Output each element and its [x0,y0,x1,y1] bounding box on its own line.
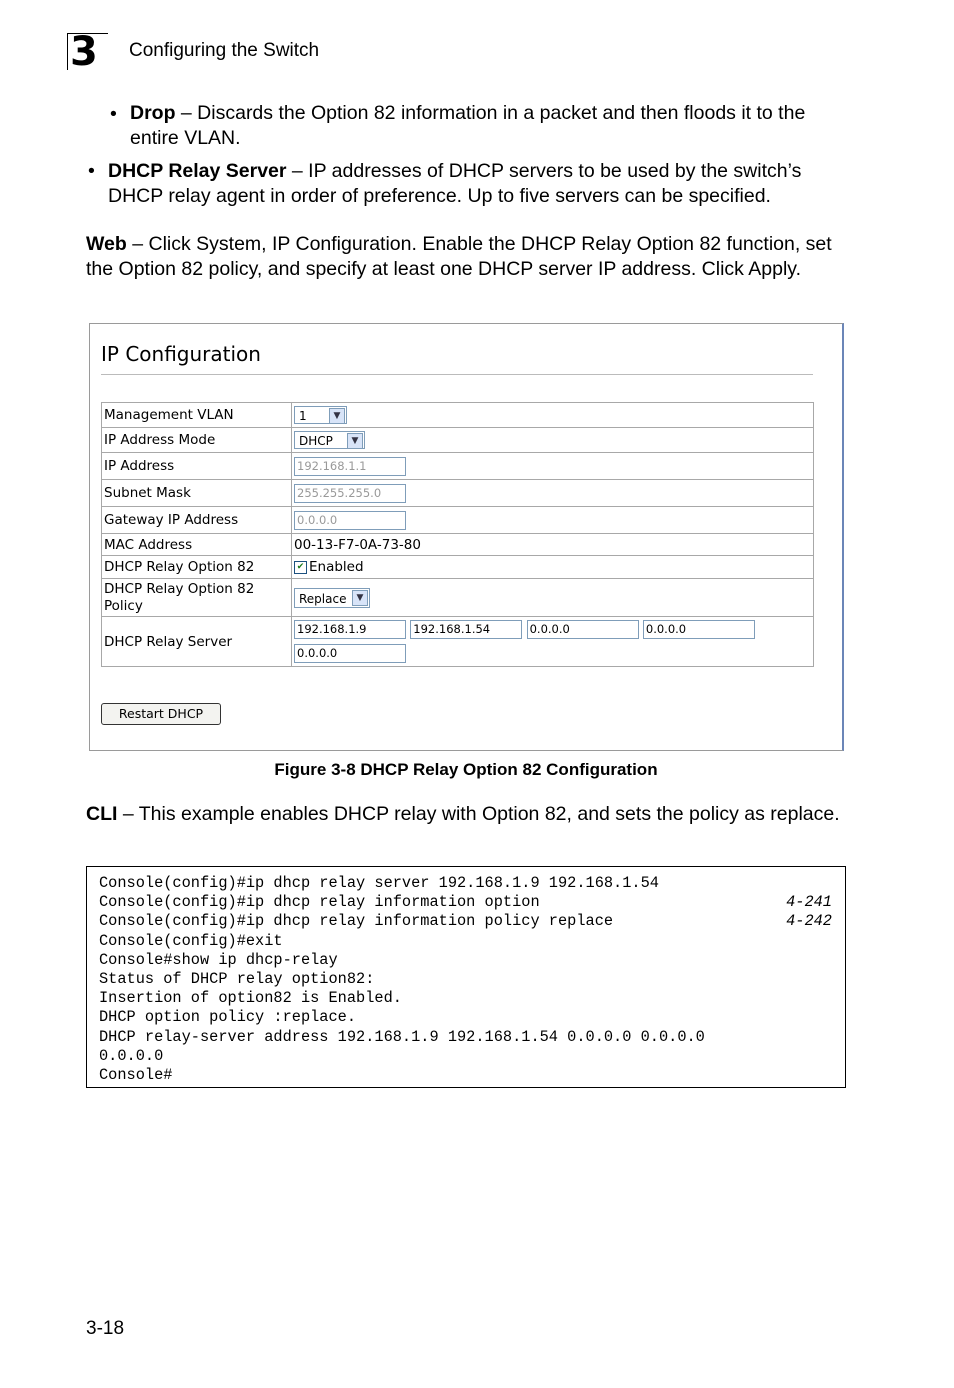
web-paragraph [86,232,846,282]
relay-term: DHCP Relay Server [108,160,287,182]
gateway-label: Gateway IP Address [102,507,292,534]
option82-policy-label [102,579,292,617]
drop-bullet-text [130,101,850,151]
cli-term: CLI [86,803,118,825]
chapter-number-box [67,29,108,75]
ip-address-mode-value: DHCP [299,434,333,448]
relay-server-label: DHCP Relay Server [102,617,292,667]
gateway-input[interactable]: 0.0.0.0 [294,511,406,530]
cli-line: Console(config)#ip dhcp relay information policy replace [99,912,614,931]
row-option82-policy [102,579,814,617]
command-page-ref: 4-242 [786,912,832,930]
relay-desc: – IP addresses of DHCP servers to be used by the switch’s DHCP relay agent in order of preference. Up to five servers can be specified. [108,160,802,207]
bullet-dot: • [110,103,117,125]
cli-line: DHCP relay-server address 192.168.1.9 192.168.1.54 0.0.0.0 0.0.0.0 [99,1027,705,1046]
drop-term: Drop [130,102,176,124]
row-relay-server [102,617,814,667]
option82-policy-value: Replace [299,591,347,606]
relay-server-input-2[interactable]: 192.168.1.54 [410,620,522,639]
title-divider [101,374,813,375]
management-vlan-label: Management VLAN [102,403,292,428]
row-mac-address [102,534,814,556]
option82-checkbox-label: Enabled [309,559,364,575]
web-term: Web [86,233,127,255]
cli-code-box [86,866,846,1088]
option82-policy-label-line1: DHCP Relay Option 82 [104,580,255,597]
ip-config-table [101,402,814,667]
cli-line: Console(config)#exit [99,931,283,950]
management-vlan-value: 1 [299,409,307,423]
cli-line: DHCP option policy :replace. [99,1008,357,1027]
relay-server-input-3[interactable]: 0.0.0.0 [527,620,639,639]
cli-line: Console(config)#ip dhcp relay information option [99,893,540,912]
cli-line: Console(config)#ip dhcp relay server 192.168.1.9 192.168.1.54 [99,874,659,892]
row-gateway [102,507,814,534]
bullet-dot: • [88,160,95,182]
option82-policy-label-line2: Policy [104,597,143,614]
mac-address-value: 00-13-F7-0A-73-80 [292,534,814,556]
subnet-mask-label: Subnet Mask [102,480,292,507]
cli-line: Console#show ip dhcp-relay [99,950,338,969]
row-management-vlan [102,403,814,428]
row-ip-address-mode [102,428,814,453]
relay-server-input-1[interactable]: 192.168.1.9 [294,620,406,639]
mac-address-label: MAC Address [102,534,292,556]
chevron-down-icon: ▼ [347,433,363,449]
cli-line: Console# [99,1066,173,1085]
restart-dhcp-button[interactable]: Restart DHCP [101,703,221,725]
row-ip-address [102,453,814,480]
ip-address-label: IP Address [102,453,292,480]
management-vlan-select[interactable] [294,406,347,424]
ip-address-mode-label: IP Address Mode [102,428,292,453]
screen-title: IP Configuration [101,342,261,366]
cli-line: 0.0.0.0 [99,1046,164,1065]
drop-desc: – Discards the Option 82 information in a packet and then floods it to the entire VLAN. [130,102,806,149]
subnet-mask-input[interactable]: 255.255.255.0 [294,484,406,503]
chapter-number: 3 [70,29,98,75]
chevron-down-icon: ▼ [352,590,368,606]
web-desc: – Click System, IP Configuration. Enable the DHCP Relay Option 82 function, set the Option 82 policy, and specify at least one DHCP server IP address. Click Apply. [86,233,832,280]
running-header: Configuring the Switch [129,40,320,61]
cli-code [99,874,705,1085]
relay-server-input-4[interactable]: 0.0.0.0 [643,620,755,639]
relay-bullet-text [108,159,850,209]
row-option82 [102,556,814,579]
cli-paragraph [86,802,846,827]
ip-configuration-screenshot [89,323,844,751]
ip-address-mode-select[interactable] [294,431,365,449]
option82-policy-select[interactable] [294,588,370,608]
row-subnet-mask [102,480,814,507]
ip-address-input[interactable]: 192.168.1.1 [294,457,406,476]
cli-line: Insertion of option82 is Enabled. [99,989,402,1008]
option82-checkbox[interactable]: ✔ [294,561,307,574]
relay-server-input-5[interactable]: 0.0.0.0 [294,644,406,663]
cli-line: Status of DHCP relay option82: [99,970,375,989]
figure-caption: Figure 3-8 DHCP Relay Option 82 Configuration [274,760,658,779]
page-number: 3-18 [86,1318,125,1339]
option82-label: DHCP Relay Option 82 [102,556,292,579]
command-page-ref: 4-241 [786,893,832,911]
chevron-down-icon: ▼ [329,408,345,424]
cli-desc: – This example enables DHCP relay with Option 82, and sets the policy as replace. [117,803,840,825]
